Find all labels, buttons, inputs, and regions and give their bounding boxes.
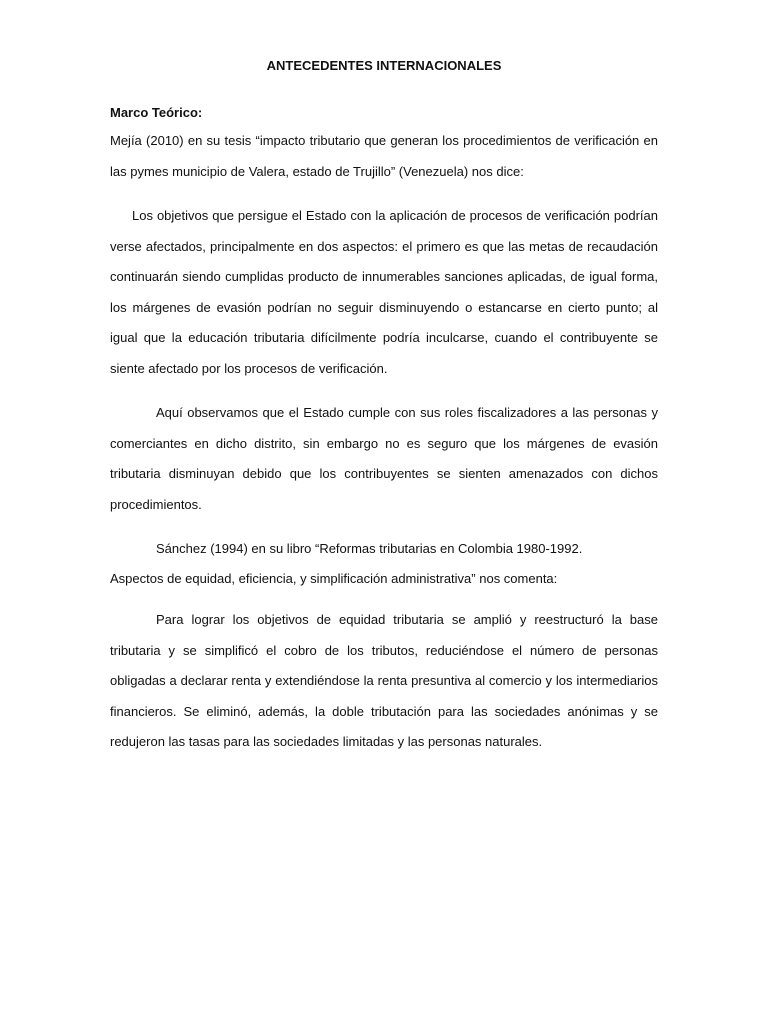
paragraph-quote-sanchez: Para lograr los objetivos de equidad tributaria se amplió y reestructuró la base tributaria y se simplificó el cobro de los tributos, reduciéndose el número de personas obligadas a declarar renta y extendiéndose la renta presuntiva al comercio y los intermediarios financieros. Se eliminó, además, la doble tributación para las sociedades anónimas y se redujeron las tasas para las sociedades limitadas y las personas naturales. [110, 612, 658, 749]
paragraph-quote-mejia: Los objetivos que persigue el Estado con la aplicación de procesos de verificación podrían verse afectados, principalmente en dos aspectos: el primero es que las metas de recaudación continuarán siendo cumplidas producto de innumerables sanciones aplicadas, de igual forma, los márgenes de evasión podrían no seguir disminuyendo o estancarse en cierto punto; al igual que la educación tributaria difícilmente podría inculcarse, cuando el contribuyente se siente afectado por los procesos de verificación. [110, 208, 658, 376]
section-heading: Marco Teórico: [110, 105, 203, 120]
paragraph-sanchez-intro-cont: Aspectos de equidad, eficiencia, y simplificación administrativa” nos comenta: [110, 571, 558, 586]
page-title: ANTECEDENTES INTERNACIONALES [266, 58, 502, 73]
paragraph-sanchez-intro: Sánchez (1994) en su libro “Reformas tributarias en Colombia 1980-1992. [156, 541, 583, 556]
paragraph-commentary: Aquí observamos que el Estado cumple con sus roles fiscalizadores a las personas y comerciantes en dicho distrito, sin embargo no es seguro que los márgenes de evasión tributaria disminuyan debido que los contribuyentes se sienten amenazados con dichos procedimientos. [110, 405, 658, 512]
paragraph-mejia-intro: Mejía (2010) en su tesis “impacto tributario que generan los procedimientos de verificación en las pymes municipio de Valera, estado de Trujillo” (Venezuela) nos dice: [110, 133, 658, 179]
